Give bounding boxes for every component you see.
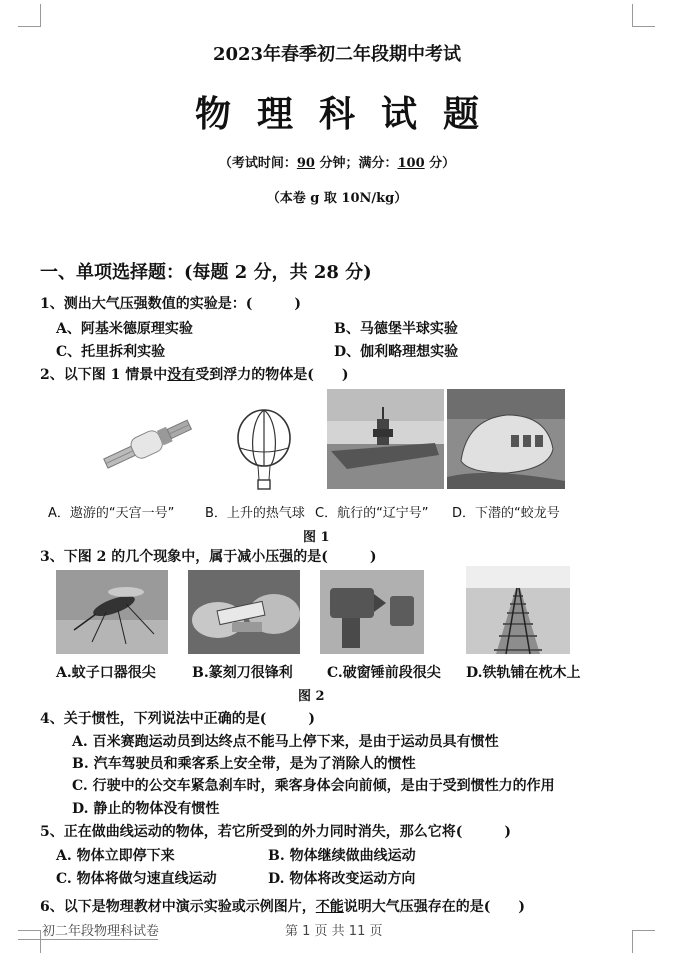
q1-option-a: A、阿基米德原理实验 bbox=[56, 321, 193, 337]
crop-mark-bottom-right bbox=[632, 930, 655, 953]
footer-left-text: 初二年段物理科试卷 bbox=[42, 924, 160, 939]
subject-title: 物理科试题 bbox=[194, 93, 505, 135]
fig1-caption-a: A．遨游的“天宫一号” bbox=[48, 506, 175, 521]
exam-title: 2023年春季初二年段期中考试 bbox=[212, 44, 462, 65]
q5-option-a: A. 物体立即停下来 bbox=[56, 848, 175, 864]
hot-air-balloon-image bbox=[228, 408, 300, 498]
crop-mark-bottom-left bbox=[18, 930, 41, 953]
q4-option-d: D. 静止的物体没有惯性 bbox=[72, 801, 220, 817]
q2-stem bbox=[40, 364, 348, 384]
q4-option-b: B. 汽车驾驶员和乘客系上安全带，是为了消除人的惯性 bbox=[72, 756, 416, 772]
crop-mark-top-left bbox=[18, 4, 41, 27]
q6-stem-b: 说明大气压强存在的是( ) bbox=[343, 899, 525, 915]
q6-stem bbox=[40, 896, 525, 916]
submersible-image bbox=[447, 389, 565, 489]
page-number: 第 1 页 共 11 页 bbox=[285, 924, 383, 939]
time-unit: 分钟；满分： bbox=[314, 156, 398, 171]
q5-option-c: C. 物体将做匀速直线运动 bbox=[56, 871, 217, 887]
section-title: 一、单项选择题：(每题 2 分，共 28 分) bbox=[40, 262, 372, 283]
fig1-caption-d: D．下潜的“蛟龙号 bbox=[452, 506, 560, 521]
q6-stem-a: 6、以下是物理教材中演示实验或示例图片， bbox=[40, 899, 316, 915]
exam-info bbox=[0, 152, 674, 171]
footer-rule bbox=[18, 939, 158, 940]
mosquito-image bbox=[56, 570, 168, 654]
fig1-caption-b: B．上升的热气球 bbox=[205, 506, 305, 521]
exam-info-prefix: （考试时间： bbox=[218, 156, 297, 171]
fig2-caption-d: D.铁轨铺在枕木上 bbox=[466, 665, 581, 681]
figure-2-label: 图 2 bbox=[298, 689, 325, 704]
q6-stem-underlined: 不能 bbox=[315, 899, 344, 915]
q3-stem: 3、下图 2 的几个现象中，属于减小压强的是( ) bbox=[40, 549, 377, 565]
railway-track-image bbox=[466, 566, 570, 654]
q4-stem: 4、关于惯性，下列说法中正确的是( ) bbox=[40, 711, 315, 727]
q1-option-d: D、伽利略理想实验 bbox=[334, 344, 459, 360]
score-value: 100 bbox=[397, 156, 425, 171]
q1-stem: 1、测出大气压强数值的实验是：( ) bbox=[40, 296, 301, 312]
q5-option-d: D. 物体将改变运动方向 bbox=[268, 871, 416, 887]
crop-mark-top-right bbox=[632, 4, 655, 27]
fig2-caption-c: C.破窗锤前段很尖 bbox=[327, 665, 441, 681]
fig2-caption-a: A.蚊子口器很尖 bbox=[56, 665, 156, 681]
window-breaker-hammer-image bbox=[320, 570, 424, 654]
q2-stem-underlined: 没有 bbox=[167, 367, 196, 383]
figure-1-label: 图 1 bbox=[303, 530, 330, 545]
q4-option-a: A. 百米赛跑运动员到达终点不能马上停下来，是由于运动员具有惯性 bbox=[72, 734, 499, 750]
fig2-caption-b: B.篆刻刀很锋利 bbox=[192, 665, 293, 681]
q2-stem-b: 受到浮力的物体是( ) bbox=[195, 367, 349, 383]
score-unit: 分） bbox=[424, 156, 456, 171]
q2-stem-a: 2、以下图 1 情景中 bbox=[40, 367, 168, 383]
q1-option-c: C、托里拆利实验 bbox=[56, 344, 166, 360]
q1-option-b: B、马德堡半球实验 bbox=[334, 321, 458, 337]
q5-option-b: B. 物体继续做曲线运动 bbox=[268, 848, 416, 864]
carving-knife-image bbox=[188, 570, 300, 654]
time-value: 90 bbox=[296, 156, 315, 171]
q4-option-c: C. 行驶中的公交车紧急刹车时，乘客身体会向前倾，是由于受到惯性力的作用 bbox=[72, 778, 555, 794]
g-note: （本卷 g 取 10N/kg） bbox=[266, 191, 408, 206]
space-station-image bbox=[100, 405, 196, 485]
fig1-caption-c: C．航行的“辽宁号” bbox=[315, 506, 429, 521]
q5-stem: 5、正在做曲线运动的物体，若它所受到的外力同时消失，那么它将( ) bbox=[40, 824, 511, 840]
aircraft-carrier-image bbox=[327, 389, 444, 489]
